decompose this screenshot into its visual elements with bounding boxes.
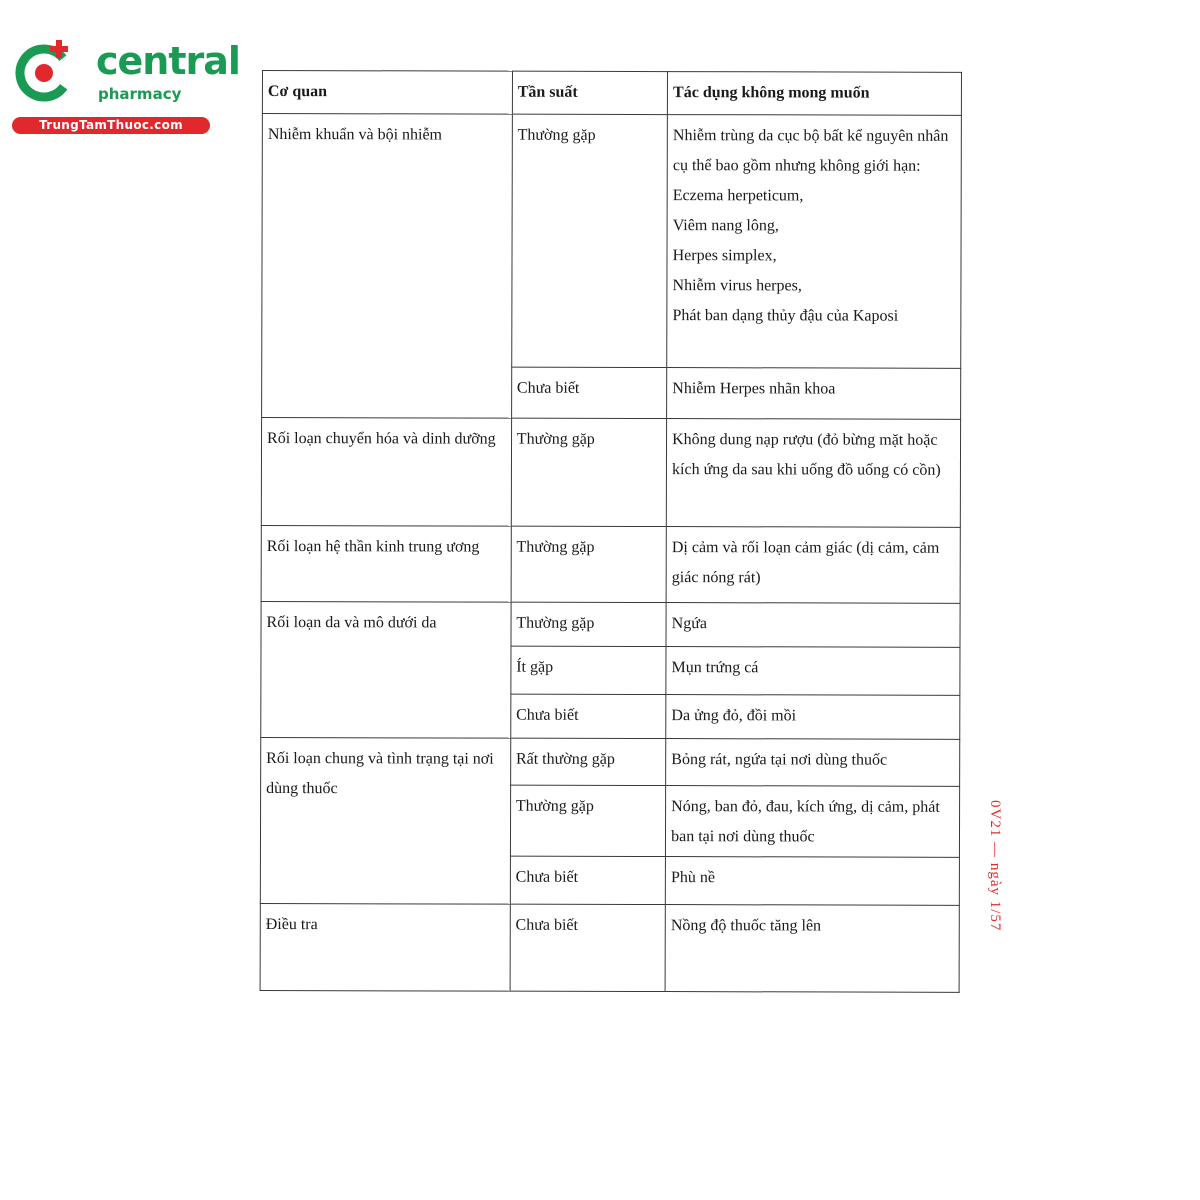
organ-cell: Nhiễm khuẩn và bội nhiễm xyxy=(262,114,513,419)
frequency-cell: Chưa biết xyxy=(510,856,665,904)
table-row xyxy=(260,903,959,992)
organ-cell: Điều tra xyxy=(260,903,510,991)
frequency-cell: Thường gặp xyxy=(510,785,666,856)
effect-cell: Phù nề xyxy=(665,857,959,906)
effect-cell: Không dung nạp rượu (đỏ bừng mặt hoặc kích ứng da sau khi uống đồ uống có cồn) xyxy=(666,419,960,528)
effect-cell: Da ửng đỏ, đồi mồi xyxy=(666,695,960,740)
central-pharmacy-logo xyxy=(10,38,240,138)
organ-cell: Rối loạn hệ thần kinh trung ương xyxy=(261,525,511,602)
effect-cell: Mụn trứng cá xyxy=(666,647,960,696)
pharmacy-cross-logo-icon xyxy=(12,40,78,102)
header-organ: Cơ quan xyxy=(262,71,512,115)
frequency-cell: Thường gặp xyxy=(512,114,668,367)
table-row xyxy=(261,418,960,528)
frequency-cell: Rất thường gặp xyxy=(510,738,665,785)
organ-cell: Rối loạn chuyển hóa và dinh dưỡng xyxy=(261,418,511,527)
header-frequency: Tần suất xyxy=(512,71,667,114)
effect-cell: Nhiễm Herpes nhãn khoa xyxy=(667,368,961,420)
frequency-cell: Ít gặp xyxy=(511,646,666,694)
effect-cell: Nhiễm trùng da cục bộ bất kể nguyên nhân cụ thể bao gồm nhưng không giới hạn: Eczema herpeticum, Viêm nang lông, Herpes simplex, Nhiễm virus herpes, Phát ban dạng thủy đậu của Kaposi xyxy=(667,115,962,369)
organ-cell: Rối loạn da và mô dưới da xyxy=(261,601,511,738)
header-effect: Tác dụng không mong muốn xyxy=(667,72,961,116)
table-row xyxy=(261,525,960,603)
frequency-cell: Thường gặp xyxy=(511,418,667,526)
effect-cell: Nóng, ban đỏ, đau, kích ứng, dị cảm, phát ban tại nơi dùng thuốc xyxy=(666,786,960,858)
frequency-cell: Chưa biết xyxy=(511,367,666,418)
table-header-row xyxy=(262,71,961,116)
organ-cell: Rối loạn chung và tình trạng tại nơi dùng thuốc xyxy=(260,737,510,904)
frequency-cell: Chưa biết xyxy=(510,904,666,991)
adverse-effects-table xyxy=(260,70,962,993)
effect-cell: Dị cảm và rối loạn cảm giác (dị cảm, cảm giác nóng rát) xyxy=(666,527,960,604)
effect-cell: Bỏng rát, ngứa tại nơi dùng thuốc xyxy=(666,739,960,787)
logo-website: TrungTamThuoc.com xyxy=(12,117,210,134)
logo-subtitle: pharmacy xyxy=(98,85,182,103)
red-stamp: 0V21 — ngày 1/57 xyxy=(987,800,1003,932)
table-row xyxy=(261,737,960,786)
table-row xyxy=(261,601,960,647)
effect-cell: Ngứa xyxy=(666,603,960,648)
frequency-cell: Chưa biết xyxy=(511,694,666,738)
table-row xyxy=(262,114,962,369)
effect-cell: Nồng độ thuốc tăng lên xyxy=(665,905,959,993)
frequency-cell: Thường gặp xyxy=(511,602,666,646)
logo-wordmark: central xyxy=(96,39,240,83)
frequency-cell: Thường gặp xyxy=(511,526,667,602)
